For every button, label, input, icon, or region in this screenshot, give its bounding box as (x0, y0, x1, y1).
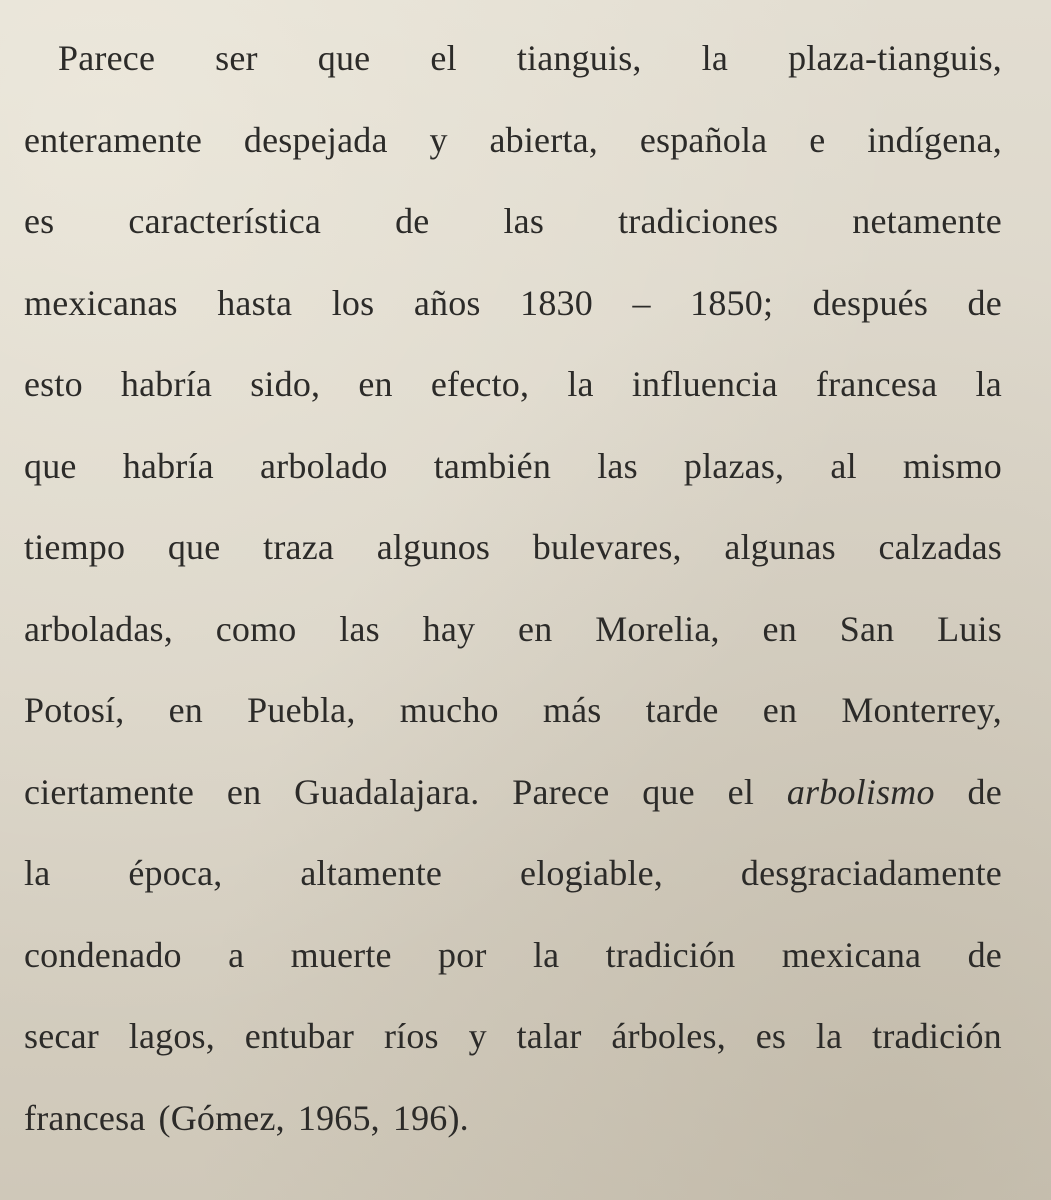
text-line (24, 996, 1002, 1078)
word: la (701, 38, 729, 78)
word: algunas (724, 527, 836, 567)
text-line (24, 344, 1002, 426)
word: tradición (605, 934, 736, 975)
word: de (395, 201, 430, 241)
word: la (815, 1016, 843, 1056)
word: española (639, 119, 768, 160)
word: Luis (937, 608, 1002, 649)
word: habría (122, 445, 214, 486)
text-line (24, 181, 1002, 263)
word: indígena, (867, 119, 1002, 160)
word: los (331, 282, 375, 323)
word: San (839, 608, 895, 649)
word: ciertamente (24, 771, 195, 812)
word: época, (128, 853, 223, 893)
word: a (228, 934, 245, 975)
word: en (358, 364, 393, 404)
text-line (24, 670, 1002, 752)
word: es (24, 201, 55, 241)
word: que (24, 445, 77, 486)
word: en (226, 771, 262, 812)
word: el (430, 38, 457, 78)
word: que (317, 38, 371, 78)
word: muerte (290, 934, 392, 975)
text-line (24, 507, 1002, 589)
word: de (967, 282, 1002, 323)
word: talar (516, 1016, 582, 1056)
word: francesa (24, 1097, 146, 1138)
word: 196). (392, 1097, 469, 1138)
text-line (24, 833, 1002, 915)
word: sido, (250, 364, 321, 404)
word: tiempo (24, 527, 126, 567)
word: las (597, 445, 638, 486)
word: bulevares, (532, 527, 682, 567)
word: Guadalajara. (294, 771, 480, 812)
word: plaza-tianguis, (788, 38, 1002, 78)
text-line (24, 426, 1002, 508)
text-line (24, 18, 1002, 100)
word: tradición (872, 1016, 1002, 1056)
text-line (24, 752, 1002, 834)
word: en (168, 690, 203, 730)
word: árboles, (611, 1016, 726, 1056)
word: abierta, (489, 119, 598, 160)
text-line (24, 100, 1002, 182)
word: tarde (645, 690, 719, 730)
word: es (755, 1016, 787, 1056)
word: francesa (815, 364, 938, 404)
word: – (632, 282, 651, 323)
text-line (24, 589, 1002, 671)
word: la (24, 853, 51, 893)
word: ríos (383, 1016, 439, 1056)
word: mucho (399, 690, 499, 730)
word: arbolismo (786, 771, 935, 812)
word: Parece (512, 771, 610, 812)
word: calzadas (878, 527, 1002, 567)
word: efecto, (430, 364, 530, 404)
word: algunos (376, 527, 491, 567)
word: de (967, 771, 1002, 812)
word: Monterrey, (841, 690, 1002, 730)
word: tianguis, (516, 38, 642, 78)
word: altamente (300, 853, 443, 893)
word: al (830, 445, 857, 486)
word: mexicanas (24, 282, 178, 323)
word: mexicana (781, 934, 922, 975)
body-paragraph (24, 18, 1002, 1159)
word: 1965, (297, 1097, 380, 1138)
word: que (167, 527, 221, 567)
word: enteramente (24, 119, 203, 160)
word: Parece (58, 38, 156, 78)
word: habría (120, 364, 213, 404)
text-line (24, 263, 1002, 345)
word: en (518, 608, 553, 649)
word: la (532, 934, 560, 975)
word: y (468, 1016, 487, 1056)
word: la (975, 364, 1002, 404)
word: condenado (24, 934, 182, 975)
word: mismo (902, 445, 1002, 486)
word: despejada (243, 119, 388, 160)
word: 1830 (520, 282, 593, 323)
word: esto (24, 364, 83, 404)
word: las (339, 608, 380, 649)
word: más (542, 690, 602, 730)
word: secar (24, 1016, 99, 1056)
word: después (812, 282, 929, 323)
word: Potosí, (24, 690, 125, 730)
word: característica (128, 201, 322, 241)
word: como (215, 608, 297, 649)
word: de (967, 934, 1002, 975)
word: arbolado (260, 445, 388, 486)
text-line (24, 1078, 1002, 1160)
word: plazas, (683, 445, 785, 486)
word: 1850; (690, 282, 774, 323)
word: Morelia, (595, 608, 720, 649)
word: tradiciones (618, 201, 779, 241)
word: traza (263, 527, 335, 567)
word: desgraciadamente (740, 853, 1002, 893)
word: también (433, 445, 552, 486)
word: en (762, 608, 797, 649)
word: años (413, 282, 481, 323)
word: arboladas, (24, 608, 173, 649)
word: hasta (217, 282, 293, 323)
word: e (809, 119, 826, 160)
word: entubar (244, 1016, 355, 1056)
word: en (762, 690, 798, 730)
word: lagos, (128, 1016, 215, 1056)
word: hay (422, 608, 476, 649)
word: la (567, 364, 594, 404)
text-line (24, 915, 1002, 997)
word: las (503, 201, 545, 241)
word: netamente (852, 201, 1002, 241)
word: ser (215, 38, 258, 78)
word: influencia (631, 364, 778, 404)
word: elogiable, (520, 853, 663, 893)
word: (Gómez, (158, 1097, 285, 1138)
word: el (727, 771, 755, 812)
word: y (429, 119, 448, 160)
word: Puebla, (247, 690, 356, 730)
word: por (438, 934, 487, 975)
word: que (642, 771, 695, 812)
